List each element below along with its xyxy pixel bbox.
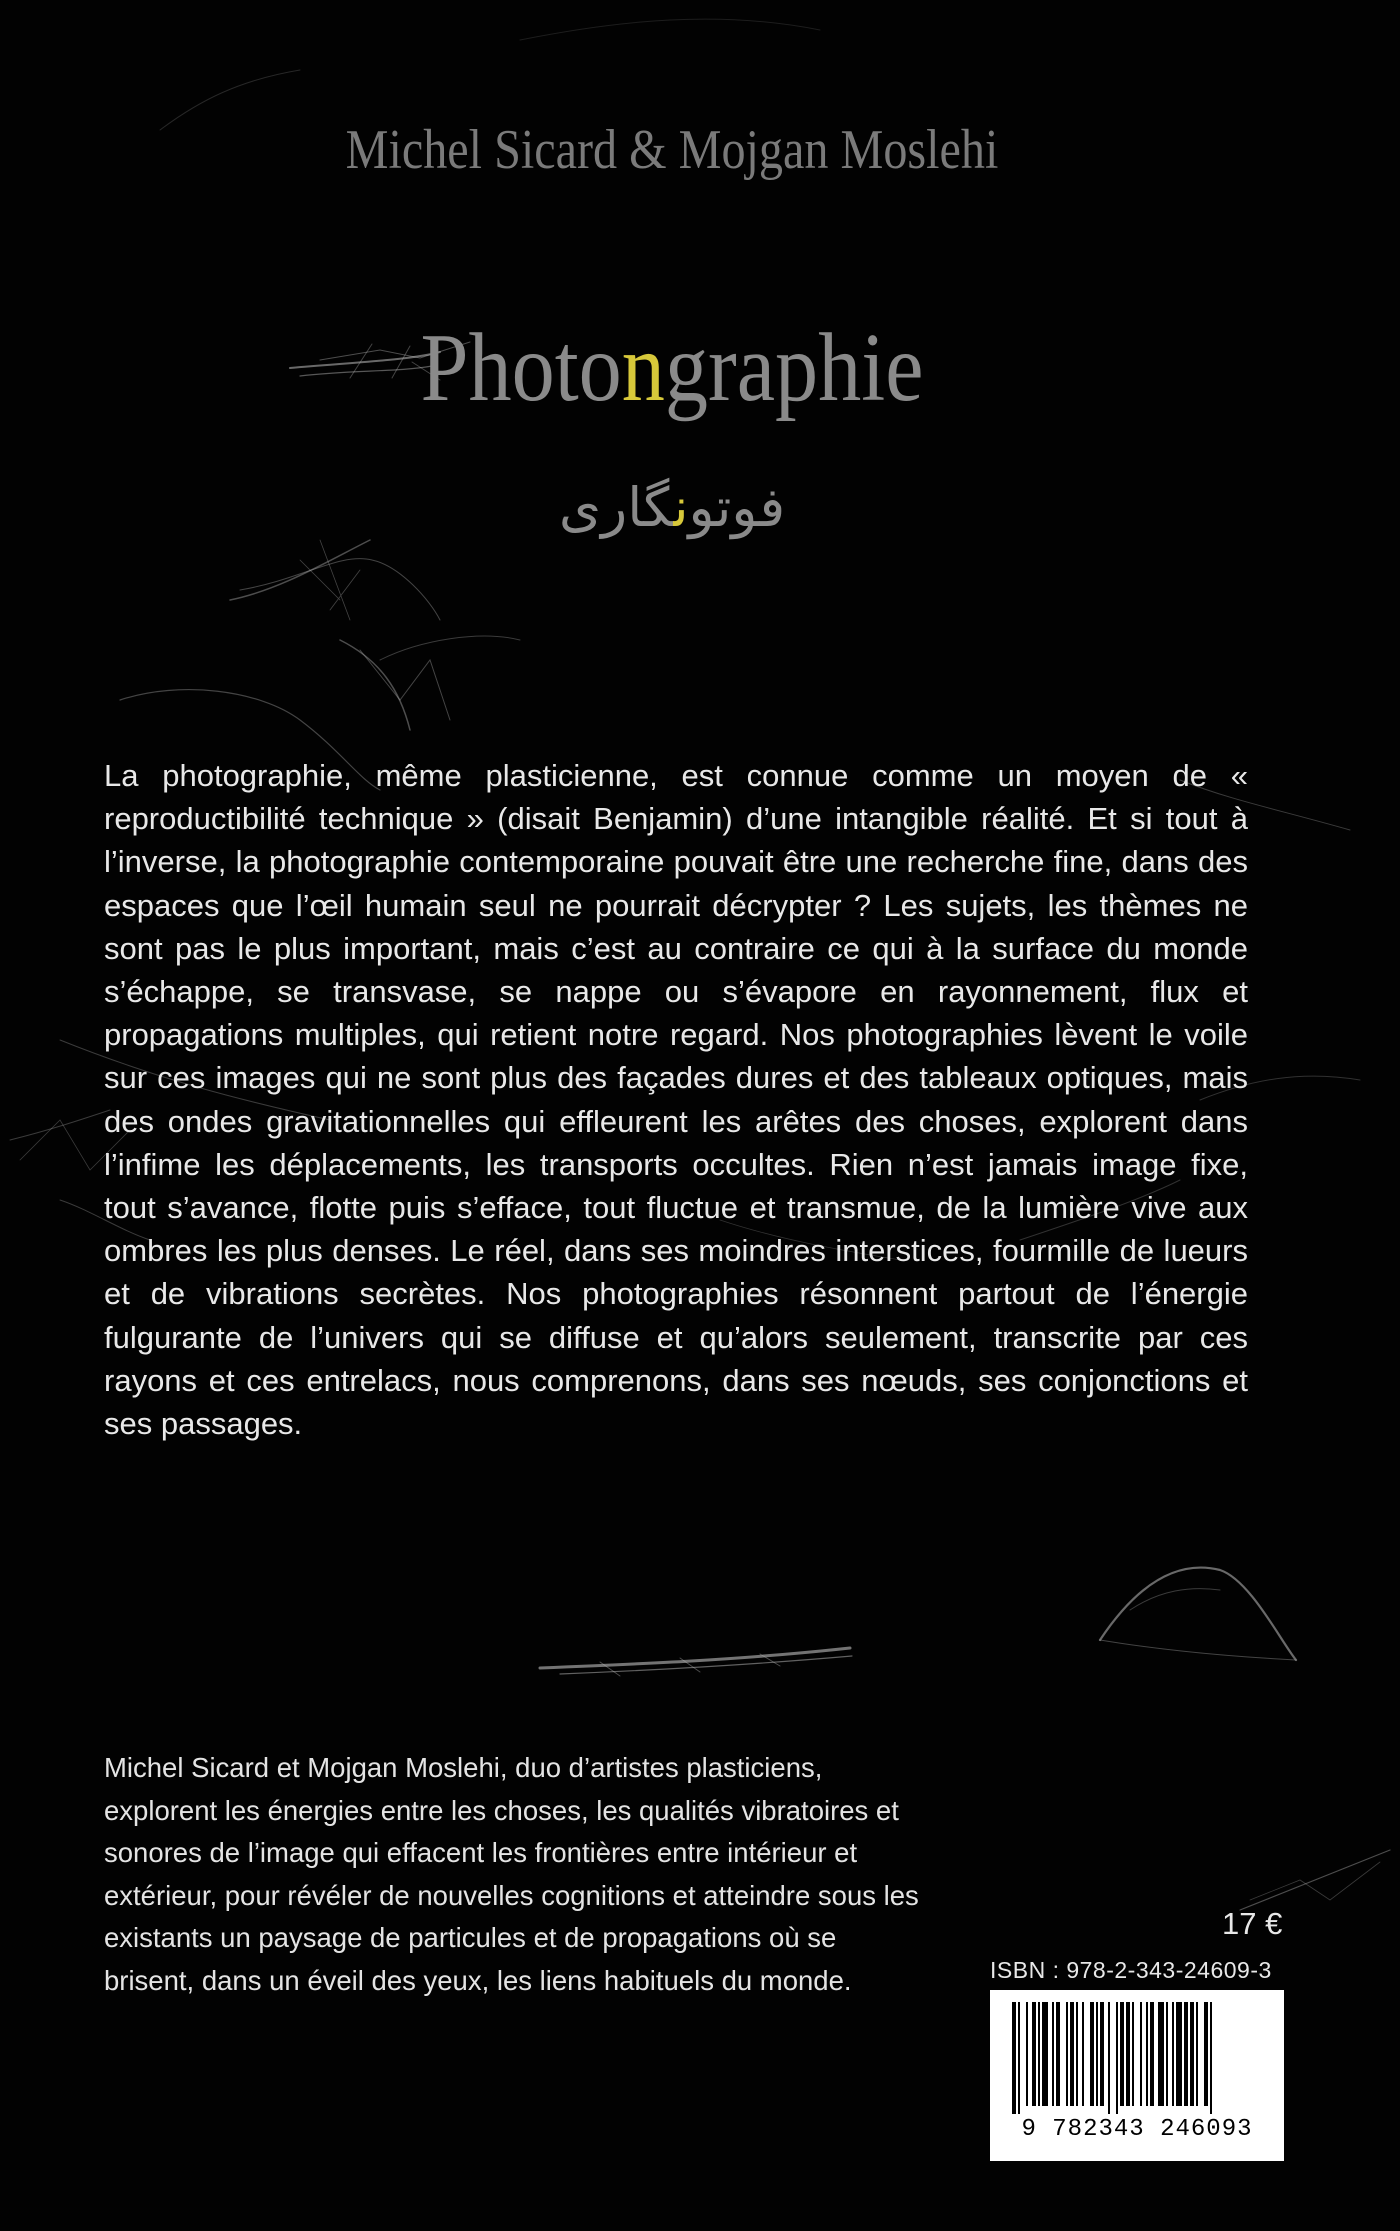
barcode-bar: [1038, 2002, 1040, 2106]
barcode-bar: [1090, 2002, 1094, 2106]
barcode-bar: [1018, 2002, 1020, 2114]
barcode-bar: [1056, 2002, 1060, 2106]
barcode-bar: [1190, 2002, 1194, 2106]
barcode: [990, 1990, 1284, 2161]
barcode-bar: [1210, 2002, 1212, 2114]
barcode-bar: [1140, 2002, 1142, 2106]
authors: Michel Sicard & Mojgan Moslehi: [345, 119, 999, 181]
barcode-bar: [1012, 2002, 1016, 2114]
barcode-bar: [1108, 2002, 1110, 2114]
barcode-bar: [1166, 2002, 1168, 2106]
barcode-bar: [1116, 2002, 1118, 2114]
barcode-digits: 9 782343 246093: [1021, 2116, 1253, 2143]
authors-bio: Michel Sicard et Mojgan Moslehi, duo d’artistes plasticiens, explorent les énergies entre les choses, les qualités vibratoires et sonores de l’image qui effacent les frontières entre intérieur et extérieur, pour révéler de nouvelles cognitions et atteindre sous les existants un paysage de particules et de propagations où se brisent, dans un éveil des yeux, les liens habituels du monde.: [104, 1752, 919, 1996]
barcode-bar: [1172, 2002, 1174, 2106]
barcode-bar: [1082, 2002, 1084, 2106]
barcode-bar: [1070, 2002, 1074, 2106]
barcode-bar: [1150, 2002, 1154, 2106]
barcode-bar: [1120, 2002, 1124, 2106]
barcode-bar: [1026, 2002, 1028, 2106]
barcode-bar: [1158, 2002, 1164, 2106]
barcode-bars: [990, 1990, 1284, 2120]
barcode-bar: [1132, 2002, 1134, 2106]
isbn: ISBN : 978-2-343-24609-3: [990, 1957, 1272, 1983]
barcode-bar: [1042, 2002, 1048, 2106]
persian-title-part-2: گاری: [558, 476, 674, 539]
title-part-2: graphie: [664, 314, 924, 422]
barcode-bar: [1184, 2002, 1188, 2106]
persian-title-highlight-letter: ن: [673, 476, 689, 539]
barcode-bar: [1146, 2002, 1148, 2106]
book-title: [81, 312, 1264, 424]
barcode-bar: [1196, 2002, 1198, 2106]
title-part-1: Photo: [420, 314, 622, 422]
persian-title-part-1: فوتو: [688, 476, 786, 539]
barcode-bar: [1204, 2002, 1208, 2106]
barcode-bar: [1126, 2002, 1130, 2106]
barcode-bar: [1096, 2002, 1098, 2106]
barcode-bar: [1032, 2002, 1036, 2106]
barcode-bar: [1100, 2002, 1104, 2106]
barcode-bar: [1076, 2002, 1078, 2106]
persian-title: [0, 476, 1344, 539]
barcode-bar: [1052, 2002, 1054, 2106]
price: 17 €: [1222, 1906, 1283, 1941]
barcode-bar: [1176, 2002, 1182, 2106]
title-highlight-letter: n: [621, 314, 665, 422]
barcode-bar: [1066, 2002, 1068, 2106]
summary-text: La photographie, même plasticienne, est connue comme un moyen de « reproductibilité technique » (disait Benjamin) d’une intangible réalité. Et si tout à l’inverse, la photographie contemporaine pouvait être une recherche fine, dans des espaces que l’œil humain seul ne pourrait décrypter ? Les sujets, les thèmes ne sont pas le plus important, mais c’est au contraire ce qui à la surface du monde s’échappe, se transvase, se nappe ou s’évapore en rayonnement, flux et propagations multiples, qui retient notre regard. Nos photographies lèvent le voile sur ces images qui ne sont plus des façades dures et des tableaux optiques, mais des ondes gravitationnelles qui effleurent les arêtes des choses, explorent dans l’infime les déplacements, les transports occultes. Rien n’est jamais image fixe, tout s’avance, flotte puis s’efface, tout fluctue et transmue, de la lumière vive aux ombres les plus denses. Le réel, dans ses moindres interstices, fourmille de lueurs et de vibrations secrètes. Nos photographies résonnent partout de l’énergie fulgurante de l’univers qui se diffuse et qu’alors seulement, transcrite par ces rayons et ces entrelacs, nous comprenons, dans ses nœuds, ses conjonctions et ses passages.: [104, 758, 1248, 1442]
